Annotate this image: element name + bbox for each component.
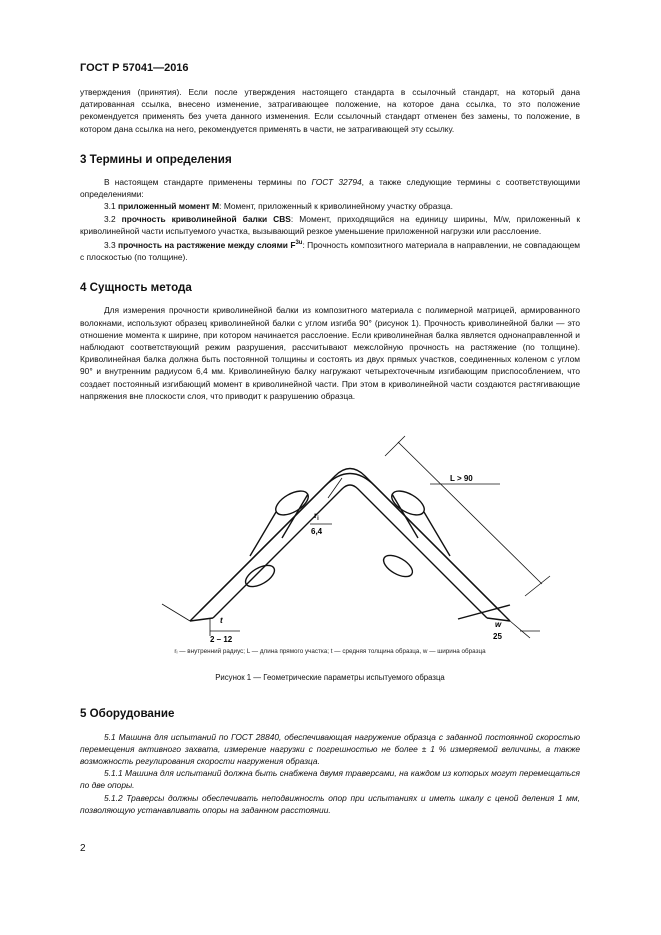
radius-subscript: i — [317, 516, 319, 523]
specimen-inner-edge — [190, 474, 510, 622]
width-value: 25 — [493, 632, 502, 642]
thickness-range: 2 – 12 — [210, 635, 233, 645]
intro-paragraph: утверждения (принятия). Если после утверждения настоящего стандарта в ссылочный стандарт, на который дана датированная ссылка, внесено изменение, затрагивающее положение, на которое дана ссылка, то это положение рекомендуется применять без учета данного изменения. Если ссылочный стандарт отменен без замены, то положение, в котором дана ссылка на него, рекомендуется применять в части, не затрагивающей эту ссылку. — [80, 87, 580, 134]
section-4-title: 4 Сущность метода — [80, 281, 192, 295]
section-5-1-2: 5.1.2 Траверсы должны обеспечивать неподвижность опор при испытаниях и иметь шкалу с ценой деления 1 мм, позволяющую устанавливать опоры на заданном расстоянии. — [80, 792, 580, 815]
radius-label: r — [314, 511, 318, 521]
bottom-roller-right — [380, 551, 416, 581]
section-5-1-1: 5.1.1 Машина для испытаний должна быть снабжена двумя траверсами, на каждом из которых могут перемещаться по две опоры. — [80, 768, 580, 791]
term-3-3: 3.3 прочность на растяжение между слоями $F^{3u}$: Прочность композитного материала в направлении, не совпадающем с плоскостью (по толщине). — [80, 239, 580, 263]
top-roller-right — [388, 486, 428, 520]
bottom-roller-left — [242, 561, 278, 591]
term-3-1: 3.1 приложенный момент M: Момент, приложенный к криволинейному участку образца. — [104, 201, 453, 212]
dimension-L-label: L > 90 — [450, 474, 473, 484]
section-3-intro: В настоящем стандарте применены термины по ГОСТ 32794, а также следующие термины с соответствующими определениями: — [80, 177, 580, 200]
gost-reference-link: ГОСТ 32794 — [311, 177, 362, 188]
specimen-outer-edge — [200, 469, 500, 612]
top-roller-left — [272, 486, 312, 520]
specimen-outer-edge-2 — [213, 485, 487, 618]
figure-1-diagram — [80, 406, 580, 644]
page-content — [80, 86, 580, 816]
page-number: 2 — [80, 843, 86, 854]
document-code: ГОСТ Р 57041—2016 — [80, 62, 189, 74]
figure-1-legend: rᵢ — внутренний радиус; L — длина прямого участка; t — средняя толщина образца, w — ширина образца — [174, 648, 486, 656]
term-3-2: 3.2 прочность криволинейной балки CBS: Момент, приходящийся на единицу ширины, M/w, приложенный к криволинейной части испытуемого участка, вызывающий резкое уменьшение приложенной нагрузки или расслоение. — [80, 213, 580, 236]
thickness-label: t — [220, 616, 223, 626]
radius-value: 6,4 — [311, 527, 323, 537]
curved-beam-drawing — [80, 406, 580, 644]
section-5-1: 5.1 Машина для испытаний по ГОСТ 28840, обеспечивающая нагружение образца с заданной постоянной скоростью перемещения активного захвата, измерение нагрузки с погрешностью не более ± 1 % измеряемой величины, а также возможность регулирования скорости нагружения образца. — [80, 731, 580, 767]
section-5-title: 5 Оборудование — [80, 707, 175, 721]
figure-1-caption: Рисунок 1 — Геометрические параметры испытуемого образца — [215, 673, 445, 683]
section-4-paragraph: Для измерения прочности криволинейной балки из композитного материала с полимерной матрицей, армированного волокнами, используют образец криволинейной балки с углом изгиба 90° (рисунок 1). Прочность криволинейной балки — это отношение момента к ширине, при котором начинается расслоение. Если криволинейная балка является однонаправленной и наблюдают соответствующий режим разрушения, рассчитывают межслойную прочность на растяжение (по толщине). Криволинейная балка должна быть постоянной толщины и состоять из двух прямых участков, соединенных коленом с углом 90° и внутренним радиусом 6,4 мм. Криволинейную балку нагружают четырехточечным изгибающим приспособлением, что создает постоянный изгибающий момент в криволинейной части. При этом в криволинейной части создаются растягивающие напряжения вне плоскости слоя, что приводит к разрушению образца. — [80, 305, 580, 401]
width-label: w — [495, 620, 502, 630]
section-3-title: 3 Термины и определения — [80, 152, 232, 166]
